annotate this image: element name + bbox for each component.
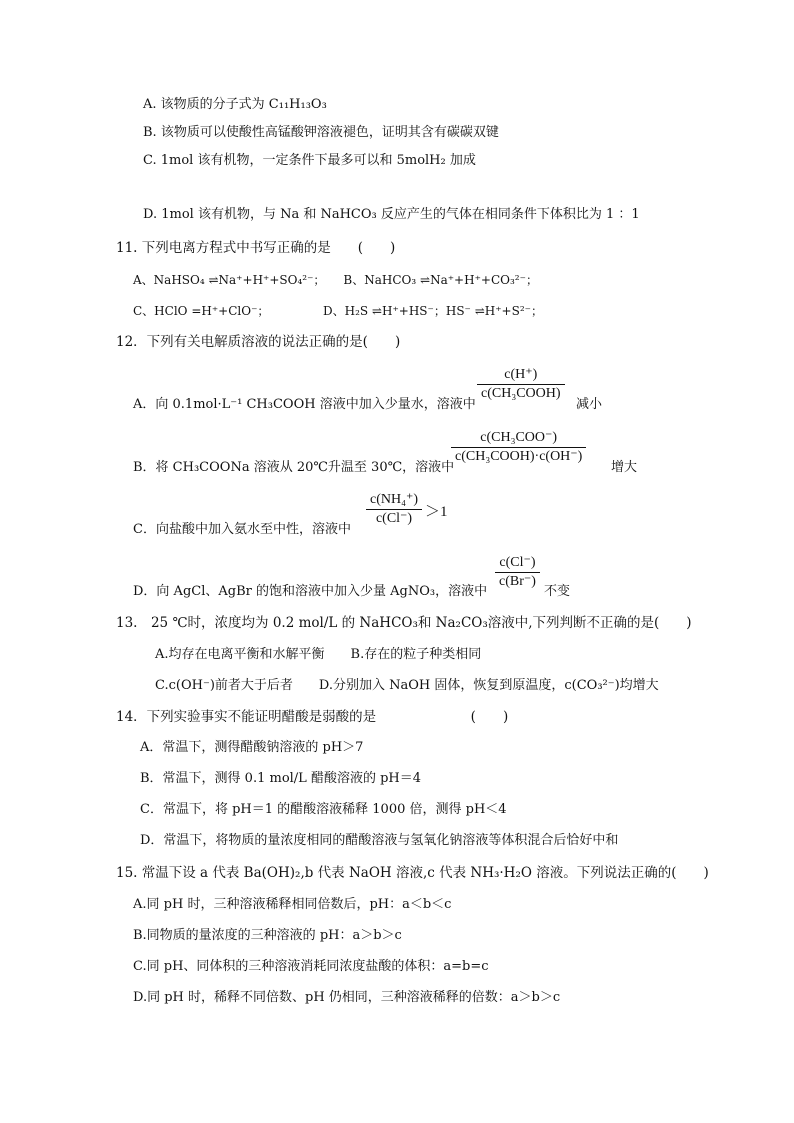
q10-option-c: C. 1mol 该有机物，一定条件下最多可以和 5molH₂ 加成	[143, 153, 476, 168]
q14-option-c: C．常温下，将 pH＝1 的醋酸溶液稀释 1000 倍，测得 pH＜4	[140, 802, 507, 817]
q12-option-c-fraction	[366, 491, 422, 528]
q10-option-b: B. 该物质可以使酸性高锰酸钾溶液褪色，证明其含有碳碳双键	[143, 125, 499, 140]
q15-option-b: B.同物质的量浓度的三种溶液的 pH：a＞b＞c	[133, 928, 402, 943]
q14-option-d: D．常温下，将物质的量浓度相同的醋酸溶液与氢氧化钠溶液等体积混合后恰好中和	[140, 833, 619, 848]
q11-stem: 11. 下列电离方程式中书写正确的是 ( )	[116, 240, 396, 256]
q12-option-a-post: 减小	[576, 397, 603, 412]
q14-option-b: B．常温下，测得 0.1 mol/L 醋酸溶液的 pH＝4	[140, 771, 422, 786]
q14-option-a: A．常温下，测得醋酸钠溶液的 pH＞7	[140, 740, 364, 755]
q12-option-b-post: 增大	[611, 460, 638, 475]
q12-option-a-fraction	[477, 366, 565, 403]
q10-option-d: D. 1mol 该有机物，与 Na 和 NaHCO₃ 反应产生的气体在相同条件下体积比为 1 ：1	[143, 207, 640, 222]
q12-option-d-text: D．向 AgCl、AgBr 的饱和溶液中加入少量 AgNO₃，溶液中	[133, 584, 488, 599]
q12-c-numerator: c(NH₄⁺)	[366, 491, 422, 510]
q15-option-a: A.同 pH 时，三种溶液稀释相同倍数后，pH：a＜b＜c	[133, 897, 452, 912]
q15-option-c: C.同 pH、同体积的三种溶液消耗同浓度盐酸的体积：a=b=c	[133, 959, 489, 974]
q12-option-c-text: C．向盐酸中加入氨水至中性，溶液中	[133, 522, 351, 537]
q12-option-d-post: 不变	[544, 584, 571, 599]
q13-options-cd: C.c(OH⁻)前者大于后者 D.分别加入 NaOH 固体，恢复到原温度，c(CO₃²⁻)均增大	[155, 678, 659, 693]
q12-option-b-fraction	[451, 429, 586, 466]
q12-d-denominator: c(Br⁻)	[499, 574, 536, 589]
q11-option-c: C、HClO =H⁺+ClO⁻；	[133, 304, 270, 318]
q10-option-a: A. 该物质的分子式为 C₁₁H₁₃O₃	[143, 97, 327, 112]
q12-b-numerator: c(CH₃COO⁻)	[451, 429, 586, 448]
q12-c-denominator: c(Cl⁻)	[375, 511, 413, 526]
q12-b-denominator: c(CH₃COOH)·c(OH⁻)	[455, 449, 583, 464]
q12-option-d-fraction	[495, 554, 540, 591]
q12-option-c-post: ＞1	[425, 504, 448, 520]
q12-option-b-text: B．将 CH₃COONa 溶液从 20℃升温至 30℃，溶液中	[133, 460, 455, 475]
q14-stem: 14．下列实验事实不能证明醋酸是弱酸的是 ( )	[116, 709, 509, 725]
q12-option-a-text: A．向 0.1mol·L⁻¹ CH₃COOH 溶液中加入少量水，溶液中	[133, 397, 476, 412]
q13-options-ab: A.均存在电离平衡和水解平衡 B.存在的粒子种类相同	[155, 647, 482, 662]
q12-d-numerator: c(Cl⁻)	[495, 554, 540, 573]
q11-options-ab: A、NaHSO₄ ⇌Na⁺+H⁺+SO₄²⁻； B、NaHCO₃ ⇌Na⁺+H⁺+CO₃²⁻；	[133, 273, 538, 287]
q12-a-denominator: c(CH₃COOH)	[481, 386, 561, 401]
q11-option-d: D、H₂S ⇌H⁺+HS⁻；HS⁻ ⇌H⁺+S²⁻；	[323, 304, 543, 318]
q12-a-numerator: c(H⁺)	[477, 366, 565, 385]
q12-stem: 12．下列有关电解质溶液的说法正确的是( )	[116, 334, 401, 350]
q13-stem: 13. 25 ℃时，浓度均为 0.2 mol/L 的 NaHCO₃和 Na₂CO₃溶液中,下列判断不正确的是( )	[116, 615, 692, 631]
q15-stem: 15. 常温下设 a 代表 Ba(OH)₂,b 代表 NaOH 溶液,c 代表 NH₃·H₂O 溶液。下列说法正确的( )	[116, 865, 709, 881]
q15-option-d: D.同 pH 时，稀释不同倍数、pH 仍相同，三种溶液稀释的倍数：a＞b＞c	[133, 990, 561, 1005]
